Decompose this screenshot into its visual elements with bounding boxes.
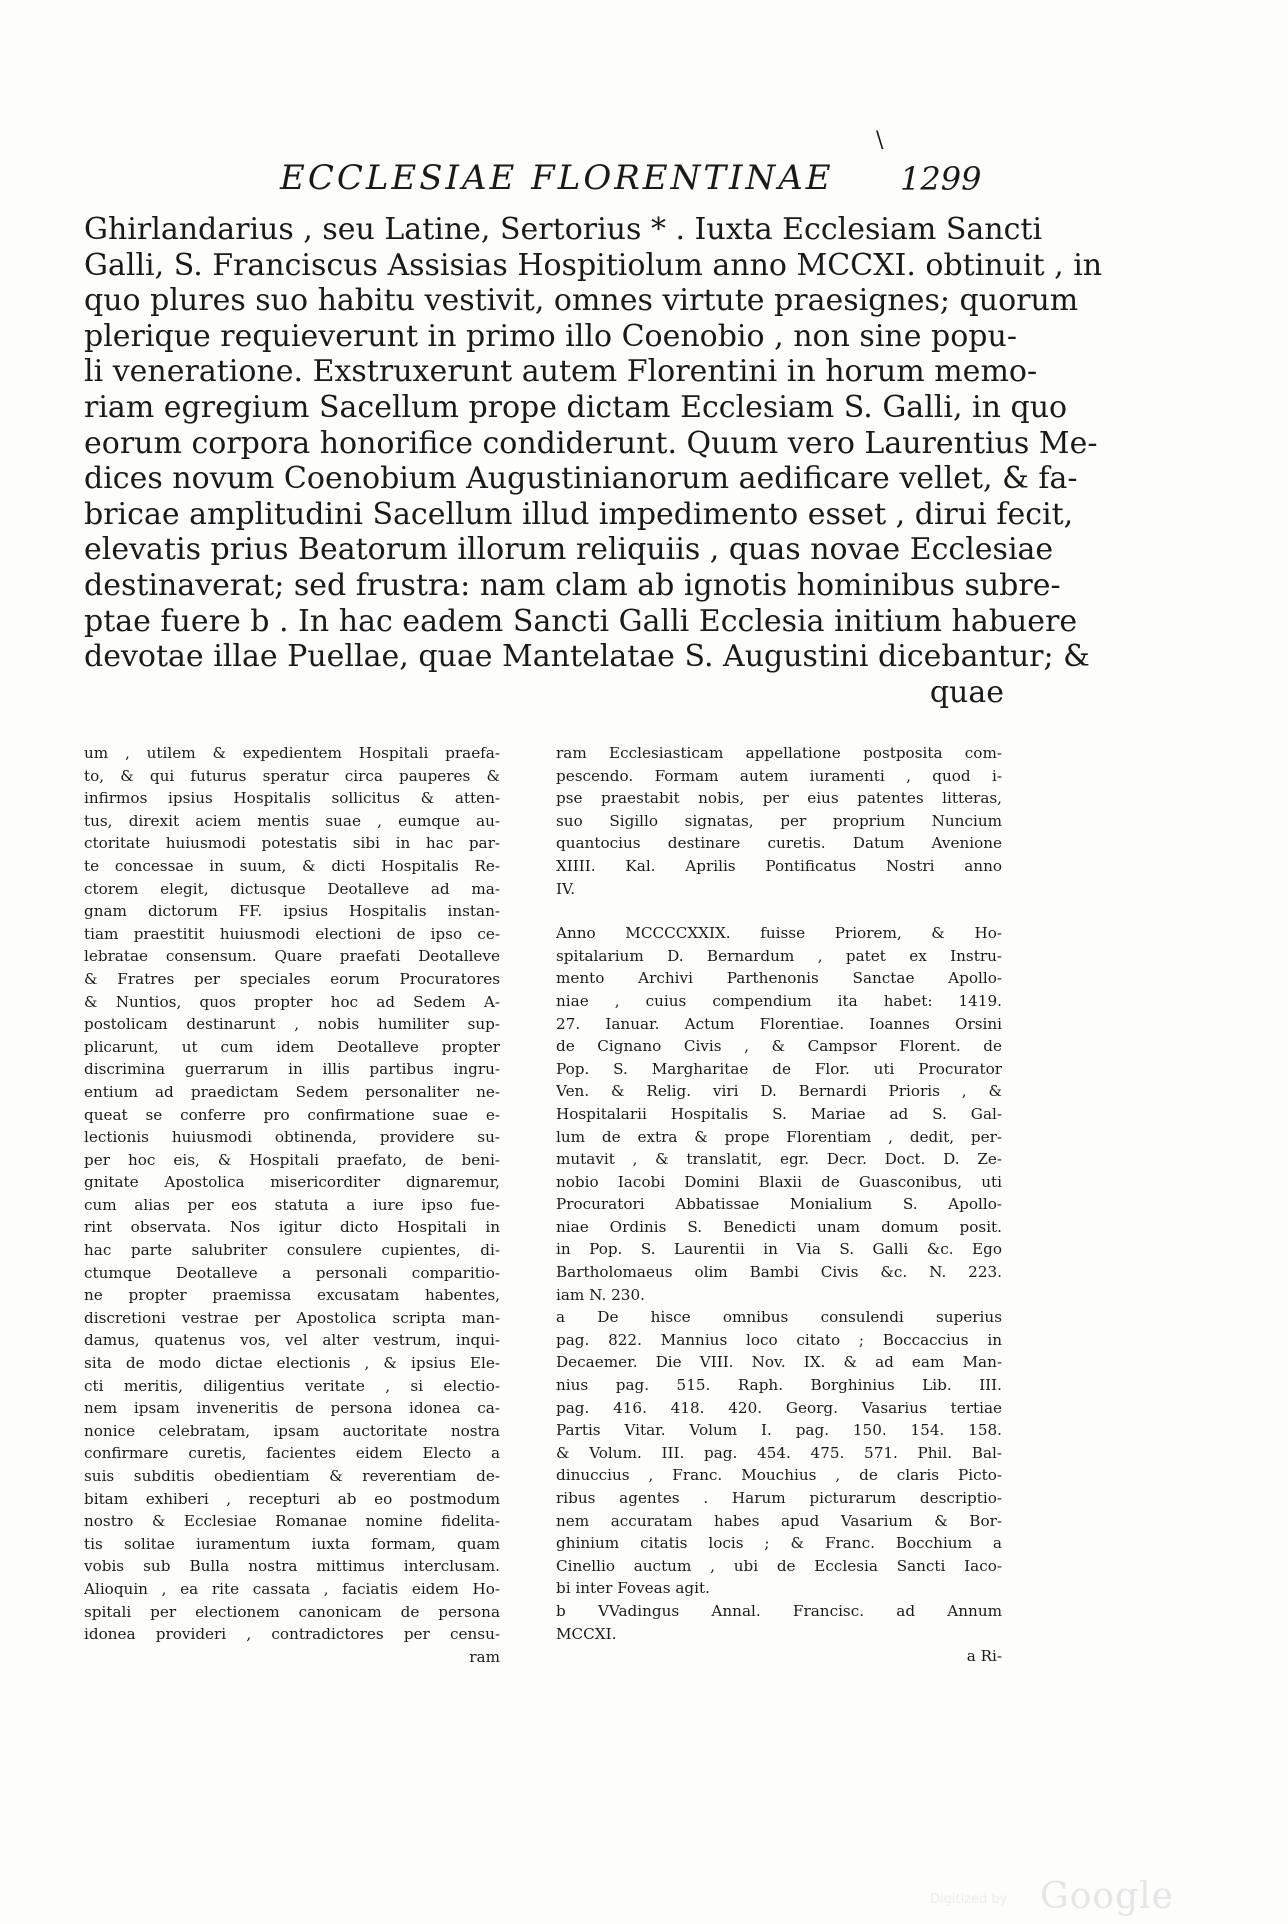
text-line: ghinium citatis locis ; & Franc. Bocchium a	[556, 1534, 1002, 1553]
text-line: IV.	[556, 879, 576, 898]
google-watermark-logo: Google	[1040, 1876, 1174, 1917]
text-line: a De hisce omnibus consulendi superius	[556, 1308, 1002, 1327]
text-line: MCCXI.	[556, 1624, 617, 1643]
text-line: per hoc eis, & Hospitali praefato, de beni-	[84, 1150, 500, 1169]
text-line: suis subditis obedientiam & reverentiam de-	[84, 1467, 500, 1485]
text-line: & Volum. III. pag. 454. 475. 571. Phil. Bal-	[556, 1443, 1002, 1462]
text-line: pescendo. Formam autem iuramenti , quod i-	[556, 766, 1002, 785]
text-line: destinaverat; sed frustra: nam clam ab ignotis hominibus subre-	[84, 567, 1061, 603]
text-line: ribus agentes . Harum picturarum descriptio-	[556, 1489, 1002, 1507]
text-line: eorum corpora honorifice condiderunt. Quum vero Laurentius Me-	[84, 425, 1098, 461]
text-line: spitali per electionem canonicam de persona	[84, 1602, 500, 1621]
text-line: riam egregium Sacellum prope dictam Ecclesiam S. Galli, in quo	[84, 389, 1068, 425]
text-line: lectionis huiusmodi obtinenda, providere su-	[84, 1128, 500, 1147]
text-line: spitalarium D. Bernardum , patet ex Instru-	[556, 946, 1002, 965]
text-line: quantocius destinare curetis. Datum Avenione	[556, 834, 1002, 853]
right-column-notes	[556, 922, 1002, 1668]
text-line: tus, direxit aciem mentis suae , eumque au-	[84, 811, 500, 830]
text-line: nobio Iacobi Domini Blaxii de Guasconibus, uti	[556, 1172, 1002, 1191]
text-line: Ven. & Relig. viri D. Bernardi Prioris , &	[556, 1082, 1002, 1101]
right-column-document-text	[556, 742, 1002, 900]
text-line: plerique requieverunt in primo illo Coenobio , non sine popu-	[84, 318, 1017, 354]
text-line: Anno MCCCCXXIX. fuisse Priorem, & Ho-	[556, 924, 1002, 943]
text-line: pag. 822. Mannius loco citato ; Boccaccius in	[556, 1330, 1002, 1349]
text-line: Procuratori Abbatissae Monialium S. Apollo-	[556, 1195, 1002, 1214]
text-line: nem accuratam habes apud Vasarium & Bor-	[556, 1511, 1002, 1530]
text-line: XIIII. Kal. Aprilis Pontificatus Nostri anno	[556, 856, 1002, 875]
text-line: dices novum Coenobium Augustinianorum aedificare vellet, & fa-	[84, 461, 1078, 497]
text-line: iam N. 230.	[556, 1285, 645, 1304]
text-line: Bartholomaeus olim Bambi Civis &c. N. 223.	[556, 1263, 1002, 1282]
text-line: bitam exhiberi , recepturi ab eo postmodum	[84, 1489, 500, 1508]
text-line: postolicam destinarunt , nobis humiliter sup-	[84, 1015, 500, 1034]
text-line: gnam dictorum FF. ipsius Hospitalis instan-	[84, 902, 500, 921]
text-line: rint observata. Nos igitur dicto Hospitali in	[84, 1218, 500, 1237]
text-line: Hospitalarii Hospitalis S. Mariae ad S. Gal-	[556, 1104, 1002, 1123]
text-line: discrimina guerrarum in illis partibus ingru-	[84, 1060, 500, 1079]
watermark-digitized-text: Digitized by	[930, 1892, 1008, 1907]
text-line: in Pop. S. Laurentii in Via S. Galli &c. Ego	[556, 1240, 1002, 1259]
text-line: nem ipsam inveneritis de persona idonea ca-	[84, 1399, 500, 1418]
text-line: tis solitae iuramentum iuxta formam, quam	[84, 1534, 500, 1553]
text-line: nonice celebratam, ipsam auctoritate nostra	[84, 1421, 500, 1440]
text-line: Galli, S. Franciscus Assisias Hospitiolum anno MCCXI. obtinuit , in	[84, 247, 1103, 283]
text-line: niae Ordinis S. Benedicti unam domum posit.	[556, 1217, 1002, 1236]
text-line: pse praestabit nobis, per eius patentes litteras,	[556, 789, 1002, 808]
text-line: bi inter Foveas agit.	[556, 1579, 710, 1598]
text-line: lebratae consensum. Quare praefati Deotalleve	[84, 947, 500, 966]
right-footnote-column	[556, 742, 1002, 1668]
header-mark: \	[876, 128, 884, 153]
text-line: Pop. S. Margharitae de Flor. uti Procurator	[556, 1059, 1002, 1078]
text-line: suo Sigillo signatas, per proprium Nuncium	[556, 811, 1002, 830]
text-line: Partis Vitar. Volum I. pag. 150. 154. 158.	[556, 1421, 1002, 1440]
text-line: nius pag. 515. Raph. Borghinius Lib. III.	[556, 1376, 1002, 1395]
text-line: mento Archivi Parthenonis Sanctae Apollo-	[556, 969, 1002, 988]
text-line: ctumque Deotalleve a personali comparitio-	[84, 1263, 500, 1282]
text-line: entium ad praedictam Sedem personaliter ne-	[84, 1082, 500, 1101]
text-line: te concessae in suum, & dicti Hospitalis Re-	[84, 856, 500, 875]
text-line: a Ri-	[966, 1647, 1002, 1666]
text-line: to, & qui futurus speratur circa pauperes &	[84, 766, 500, 785]
text-line: ptae fuere b . In hac eadem Sancti Galli Ecclesia initium habuere	[84, 603, 1078, 639]
text-line: & Nuntios, quos propter hoc ad Sedem A-	[84, 992, 500, 1011]
text-line: queat se conferre pro confirmatione suae e-	[84, 1105, 500, 1124]
text-line: lum de extra & prope Florentiam , dedit, per-	[556, 1127, 1002, 1146]
text-line: niae , cuius compendium ita habet: 1419.	[556, 991, 1002, 1010]
text-line: b VVadingus Annal. Francisc. ad Annum	[556, 1601, 1002, 1620]
text-line: cti meritis, diligentius veritate , si electio-	[84, 1376, 500, 1395]
text-line: cum alias per eos statuta a iure ipso fue-	[84, 1195, 500, 1214]
text-line: Ghirlandarius , seu Latine, Sertorius * . Iuxta Ecclesiam Sancti	[84, 212, 1043, 247]
text-line: devotae illae Puellae, quae Mantelatae S. Augustini dicebantur; &	[84, 639, 1090, 675]
text-line: ram Ecclesiasticam appellatione postposita com-	[556, 744, 1002, 762]
text-line: sita de modo dictae electionis , & ipsius Ele-	[84, 1354, 500, 1373]
text-line: ram	[469, 1647, 500, 1666]
text-line: mutavit , & translatit, egr. Decr. Doct. D. Ze-	[556, 1150, 1002, 1169]
text-line: quo plures suo habitu vestivit, omnes virtute praesignes; quorum	[84, 283, 1079, 319]
text-line: idonea provideri , contradictores per censu-	[84, 1625, 500, 1644]
text-line: ne propter praemissa excusatam habentes,	[84, 1286, 500, 1305]
text-line: dinuccius , Franc. Mouchius , de claris Picto-	[556, 1466, 1002, 1485]
text-line: Decaemer. Die VIII. Nov. IX. & ad eam Man-	[556, 1353, 1002, 1372]
text-line: tiam praestitit huiusmodi electioni de ipso ce-	[84, 924, 500, 943]
text-line: de Cignano Civis , & Campsor Florent. de	[556, 1037, 1002, 1056]
text-line: vobis sub Bulla nostra mittimus interclusam.	[84, 1557, 500, 1576]
text-line: nostro & Ecclesiae Romanae nomine fidelita-	[84, 1512, 500, 1531]
text-line: pag. 416. 418. 420. Georg. Vasarius tertiae	[556, 1398, 1002, 1417]
text-line: confirmare curetis, facientes eidem Electo a	[84, 1444, 500, 1463]
text-line: & Fratres per speciales eorum Procuratores	[84, 969, 500, 988]
text-line: damus, quatenus vos, vel alter vestrum, inqui-	[84, 1331, 500, 1350]
text-line: um , utilem & expedientem Hospitali praefa-	[84, 744, 500, 762]
text-line: bricae amplitudini Sacellum illud impedimento esset , dirui fecit,	[84, 496, 1074, 532]
text-line: infirmos ipsius Hospitalis sollicitus & atten-	[84, 789, 500, 808]
text-line: ctoritate huiusmodi potestatis sibi in hac par-	[84, 834, 500, 853]
page-number: 1299	[900, 160, 982, 198]
left-footnote-column	[84, 742, 500, 1668]
text-line: plicarunt, ut cum idem Deotalleve propter	[84, 1037, 500, 1056]
text-line: ctorem elegit, dictusque Deotalleve ad ma-	[84, 879, 500, 898]
text-line: Alioquin , ea rite cassata , faciatis eidem Ho-	[84, 1579, 500, 1598]
text-line: discretioni vestrae per Apostolica scripta man-	[84, 1308, 500, 1327]
text-line: 27. Ianuar. Actum Florentiae. Ioannes Orsini	[556, 1014, 1002, 1033]
text-line: elevatis prius Beatorum illorum reliquiis , quas novae Ecclesiae	[84, 532, 1054, 568]
main-text-block	[84, 212, 1103, 710]
running-head-title: ECCLESIAE FLORENTINAE	[280, 158, 834, 198]
text-line: quae	[929, 674, 1004, 710]
text-line: li veneratione. Exstruxerunt autem Florentini in horum memo-	[84, 354, 1038, 390]
text-line: Cinellio auctum , ubi de Ecclesia Sancti Iaco-	[556, 1556, 1002, 1575]
text-line: gnitate Apostolica misericorditer dignaremur,	[84, 1173, 500, 1192]
text-line: hac parte salubriter consulere cupientes, di-	[84, 1241, 500, 1260]
